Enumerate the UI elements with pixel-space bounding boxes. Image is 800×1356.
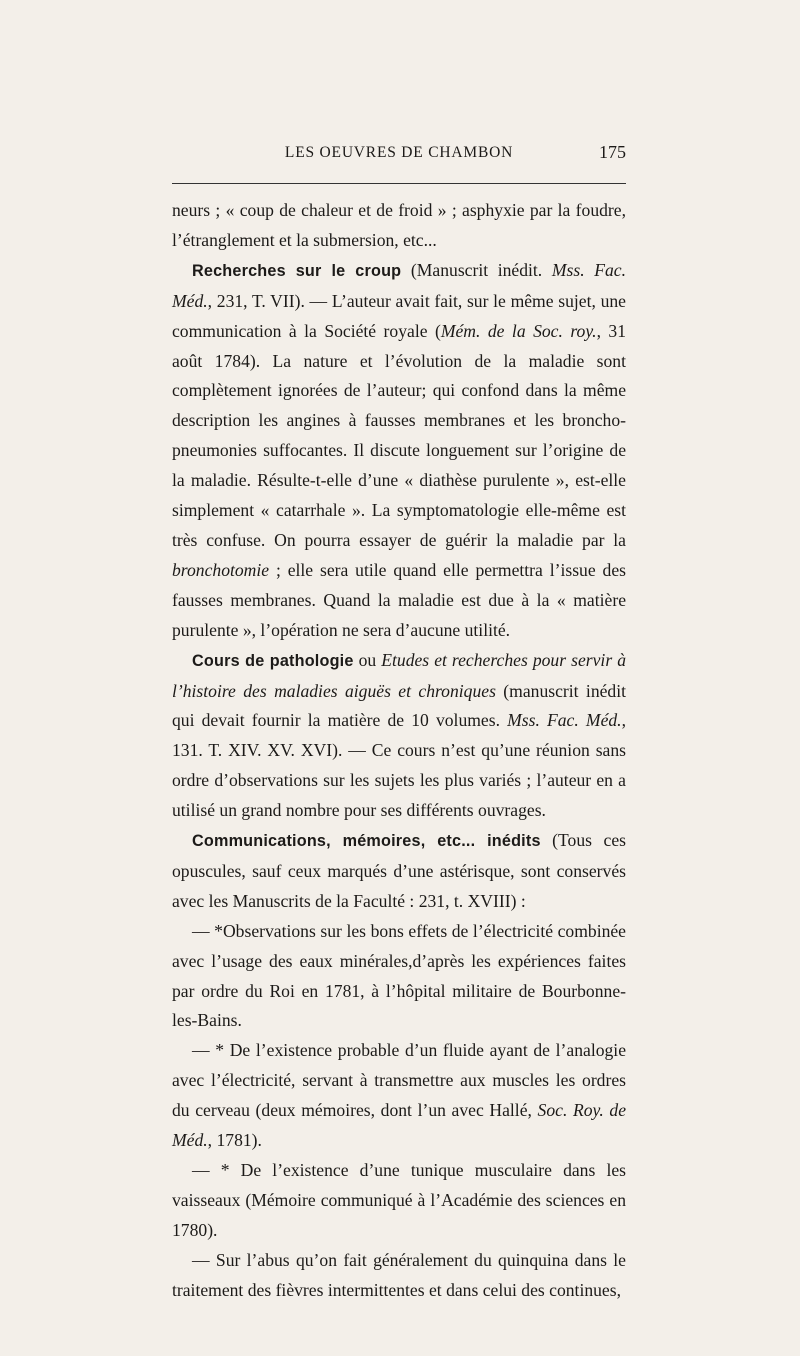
italic-text: Mém. de la Soc. roy. bbox=[440, 320, 597, 341]
text-run: ; elle sera utile quand elle permettra l’issue des fausses membranes. Quand la maladie est due à la « matière purulente », l’opération ne sera d’aucune utilité. bbox=[172, 559, 626, 640]
text-run: — * De l’existence probable d’un fluide ayant de l’analogie avec l’électricité, servant à transmettre aux muscles les ordres du cerveau (deux mémoires, dont l’un avec Hallé, bbox=[172, 1040, 626, 1121]
text-run: (Manuscrit inédit. bbox=[401, 259, 552, 280]
page-number: 175 bbox=[599, 142, 626, 162]
text-run: , 1781). bbox=[207, 1130, 262, 1151]
paragraph bbox=[172, 1156, 626, 1246]
italic-text: Mss. Fac. Méd. bbox=[172, 259, 627, 311]
italic-text: Mss. Fac. Méd. bbox=[507, 710, 622, 731]
entry-heading: Cours de pathologie bbox=[192, 651, 354, 670]
page-header bbox=[172, 144, 626, 172]
paragraph bbox=[172, 256, 626, 646]
text-run: — Sur l’abus qu’on fait généralement du quinquina dans le traitement des fièvres intermittentes et dans celui des continues, bbox=[172, 1249, 626, 1300]
text-run: (manuscrit inédit qui devait fournir la matière de 10 volumes. bbox=[172, 680, 626, 731]
paragraph bbox=[172, 1036, 626, 1156]
paragraph bbox=[172, 196, 626, 256]
running-title: LES OEUVRES DE CHAMBON bbox=[284, 144, 514, 161]
paragraph bbox=[172, 826, 626, 917]
text-run: (Tous ces opuscules, sauf ceux marqués d’une astérisque, sont conservés avec les Manuscrits de la Faculté : 231, t. XVIII) : bbox=[172, 830, 626, 911]
text-run: — * De l’existence d’une tunique musculaire dans les vaisseaux (Mémoire communiqué à l’Académie des sciences en 1780). bbox=[172, 1160, 626, 1240]
paragraph bbox=[172, 646, 626, 826]
entry-heading: Communications, mémoires, etc... inédits bbox=[192, 832, 541, 851]
text-run: ou bbox=[353, 649, 382, 670]
text-run: , 31 août 1784). La nature et l’évolution de la maladie sont complètement ignorées de l’auteur; qui confond dans la même description les angines à fausses membranes et les broncho-pneumonies suffocantes. Il discute longuement sur l’origine de la maladie. Résulte-t-elle d’une « diathèse purulente », est-elle simplement « catarrhale ». La symptomatologie elle-même est très confuse. On pourra essayer de guérir la maladie par la bbox=[172, 320, 627, 550]
text-run: , 131. T. XIV. XV. XVI). — Ce cours n’est qu’une réunion sans ordre d’observations sur les sujets les plus variés ; l’auteur en a utilisé un grand nombre pour ses différents ouvrages. bbox=[172, 710, 626, 821]
text-run: neurs ; « coup de chaleur et de froid » ; asphyxie par la foudre, l’étranglement et la submersion, etc... bbox=[172, 200, 626, 250]
text-run: , 231, T. VII). — L’auteur avait fait, sur le même sujet, une communication à la Société royale ( bbox=[172, 290, 626, 341]
paragraph bbox=[172, 917, 626, 1037]
italic-text: Soc. Roy. de Méd. bbox=[172, 1100, 627, 1151]
entry-heading: Recherches sur le croup bbox=[192, 261, 402, 280]
paragraph bbox=[172, 1246, 626, 1306]
italic-text: Etudes et recherches pour servir à l’histoire des maladies aiguës et chroniques bbox=[172, 649, 627, 701]
text-run: — *Observations sur les bons effets de l’électricité combinée avec l’usage des eaux minérales,d’après les expériences faites par ordre du Roi en 1781, à l’hôpital militaire de Bourbonne-les-Bains. bbox=[172, 920, 626, 1031]
italic-text: bronchotomie bbox=[172, 559, 270, 580]
header-rule bbox=[172, 183, 626, 184]
body-text bbox=[172, 196, 626, 1306]
